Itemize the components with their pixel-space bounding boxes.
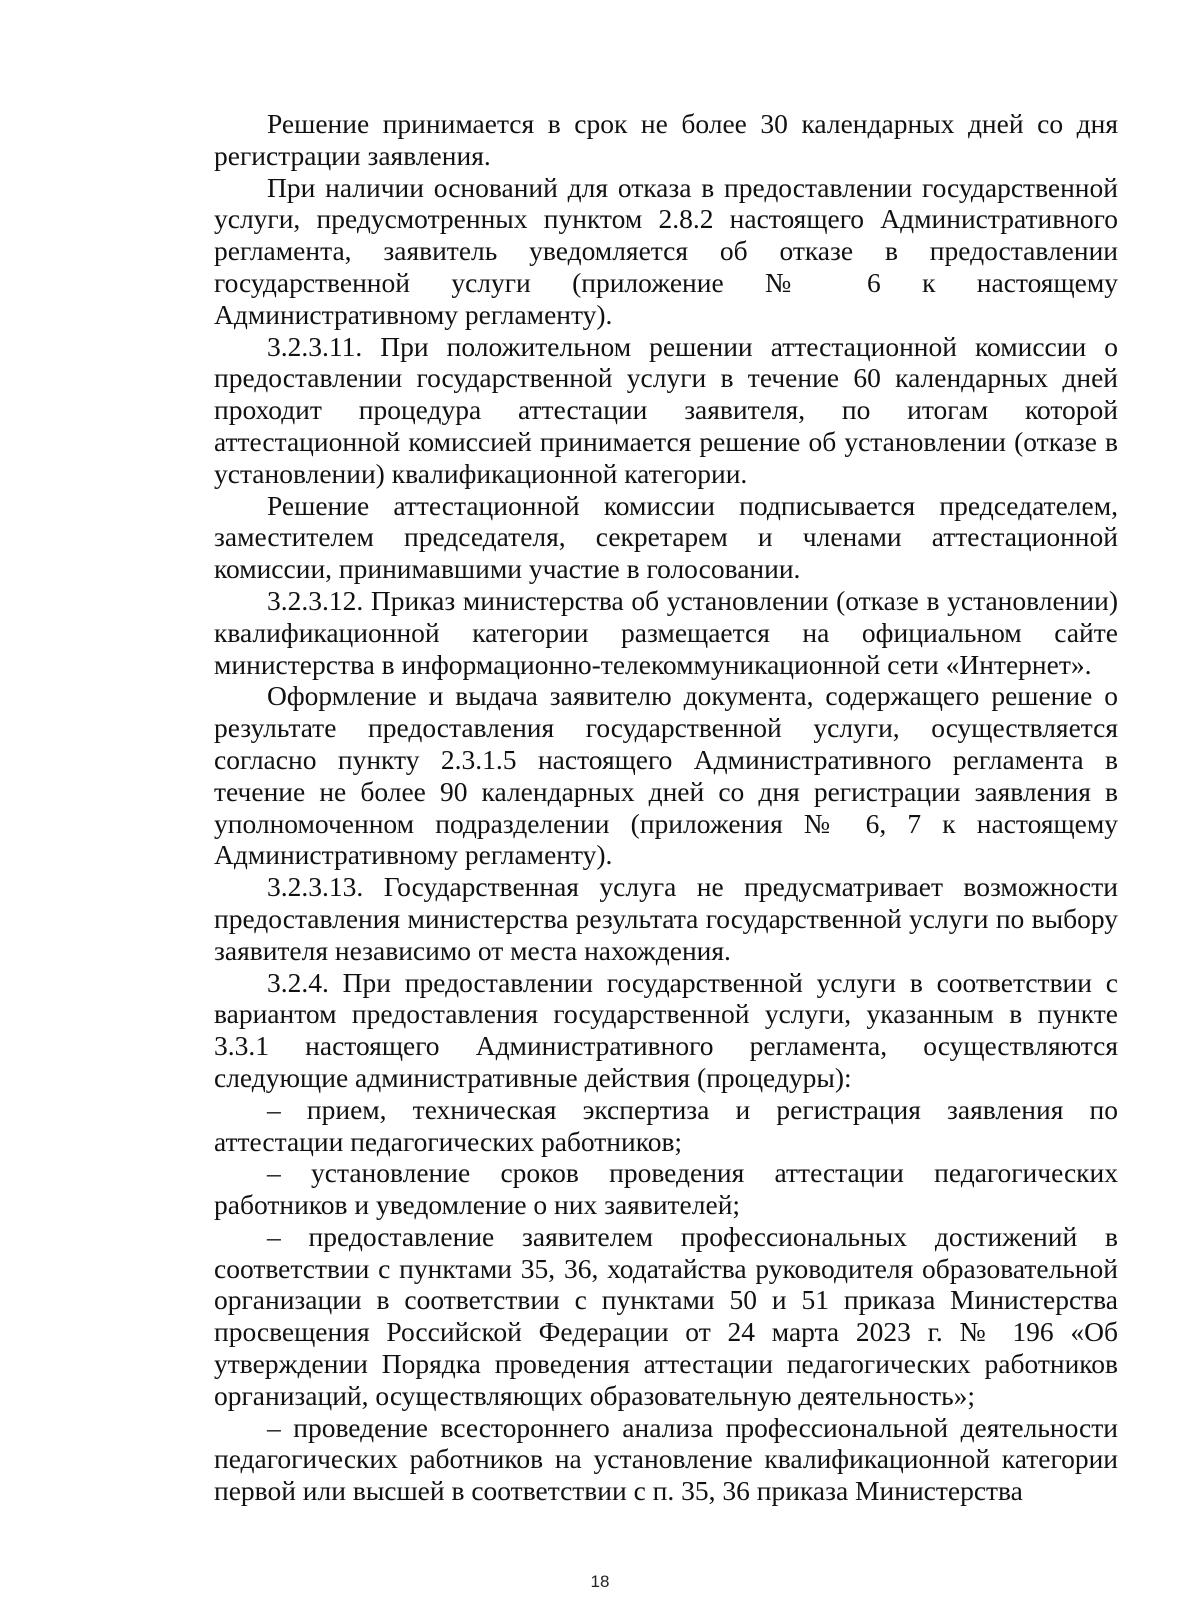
paragraph-3-2-3-13: 3.2.3.13. Государственная услуга не предусматривает возможности предоставления министерства результата государственной услуги по выбору заявителя независимо от места нахождения. xyxy=(214,871,1118,966)
paragraph-3-2-3-12: 3.2.3.12. Приказ министерства об установлении (отказе в установлении) квалификационной категории размещается на официальном сайте министерства в информационно-телекоммуникационной сети «Интернет». xyxy=(214,584,1118,680)
page-number: 18 xyxy=(590,1572,610,1591)
list-item-reception: – прием, техническая экспертиза и регистрация заявления по аттестации педагогических работников; xyxy=(214,1093,1118,1157)
paragraph-decision-term: Решение принимается в срок не более 30 календарных дней со дня регистрации заявления. xyxy=(214,108,1118,171)
document-body xyxy=(214,108,1118,1507)
list-item-achievements: – предоставление заявителем профессиональных достижений в соответствии с пунктами 35, 36, ходатайства руководителя образовательной организации в соответствии с пунктами 50 и 51 приказа Министерства просвещения Российской Федерации от 24 марта 2023 г. № 196 «Об утверждении Порядка проведения аттестации педагогических работников организаций, осуществляющих образовательную деятельность»; xyxy=(214,1220,1118,1411)
paragraph-commission-signature: Решение аттестационной комиссии подписывается председателем, заместителем председателя, секретарем и членами аттестационной комиссии, принимавшими участие в голосовании. xyxy=(214,489,1118,585)
paragraph-issuance: Оформление и выдача заявителю документа, содержащего решение о результате предоставления государственной услуги, осуществляется согласно пункту 2.3.1.5 настоящего Административного регламента в течение не более 90 календарных дней со дня регистрации заявления в уполномоченном подразделении (приложения № 6, 7 к настоящему Административному регламенту). xyxy=(214,680,1118,871)
list-item-analysis: – проведение всестороннего анализа профессиональной деятельности педагогических работников на установление квалификационной категории первой или высшей в соответствии с п. 35, 36 приказа Министерства xyxy=(214,1411,1118,1507)
list-item-deadlines: – установление сроков проведения аттестации педагогических работников и уведомление о них заявителей; xyxy=(214,1157,1118,1221)
paragraph-3-2-4: 3.2.4. При предоставлении государственной услуги в соответствии с вариантом предоставления государственной услуги, указанным в пункте 3.3.1 настоящего Административного регламента, осуществляются следующие административные действия (процедуры): xyxy=(214,966,1118,1093)
paragraph-refusal-grounds: При наличии оснований для отказа в предоставлении государственной услуги, предусмотренных пунктом 2.8.2 настоящего Административного регламента, заявитель уведомляется об отказе в предоставлении государственной услуги (приложение № 6 к настоящему Административному регламенту). xyxy=(214,171,1118,330)
paragraph-3-2-3-11: 3.2.3.11. При положительном решении аттестационной комиссии о предоставлении государственной услуги в течение 60 календарных дней проходит процедура аттестации заявителя, по итогам которой аттестационной комиссией принимается решение об установлении (отказе в установлении) квалификационной категории. xyxy=(214,330,1118,489)
